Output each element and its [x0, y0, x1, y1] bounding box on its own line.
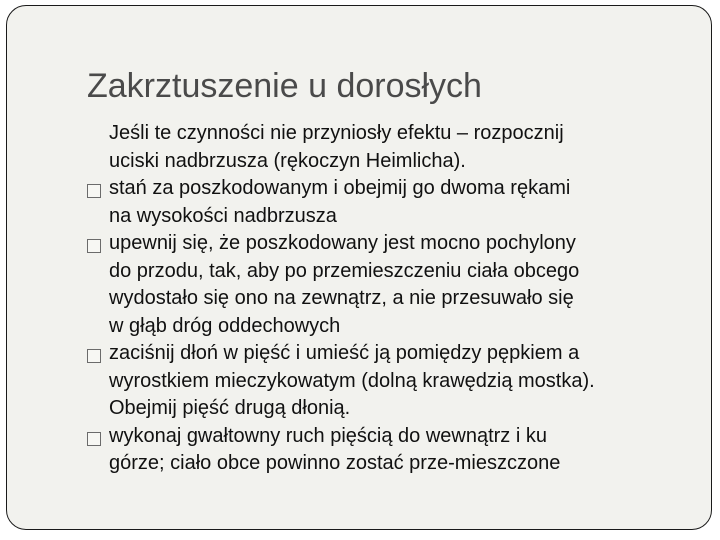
intro-line: Jeśli te czynności nie przyniosły efektu – rozpocznij	[109, 122, 564, 144]
bullet-line: Obejmij pięść drugą dłonią.	[109, 397, 351, 419]
bullet-line: wyrostkiem mieczykowatym (dolną krawędzią mostka).	[109, 369, 595, 392]
bullet-item-3	[87, 340, 707, 423]
slide-content-list	[87, 120, 707, 478]
intro-line: uciski nadbrzusza (rękoczyn Heimlicha).	[109, 149, 466, 172]
square-bullet-icon	[87, 239, 101, 253]
bullet-line: na wysokości nadbrzusza	[109, 204, 337, 227]
bullet-line: wykonaj gwałtowny ruch pięścią do wewnątrz i ku	[109, 424, 547, 447]
bullet-line: górze; ciało obce powinno zostać prze-mieszczone	[109, 452, 561, 474]
bullet-line: do przodu, tak, aby po przemieszczeniu ciała obcego	[109, 259, 580, 282]
bullet-item-4	[87, 423, 707, 478]
bullet-line: zaciśnij dłoń w pięść i umieść ją pomiędzy pępkiem a	[109, 342, 580, 364]
bullet-line: wydostało się ono na zewnątrz, a nie przesuwało się	[109, 287, 574, 309]
intro-paragraph	[87, 120, 707, 175]
square-bullet-icon	[87, 432, 101, 446]
bullet-item-2	[87, 230, 707, 340]
bullet-line: upewnij się, że poszkodowany jest mocno pochylony	[109, 232, 576, 254]
square-bullet-icon	[87, 349, 101, 363]
slide-frame	[6, 5, 712, 530]
bullet-line: stań za poszkodowanym i obejmij go dwoma rękami	[109, 177, 571, 199]
slide-title: Zakrztuszenie u dorosłych	[87, 67, 482, 105]
square-bullet-icon	[87, 184, 101, 198]
bullet-item-1	[87, 175, 707, 230]
bullet-line: w głąb dróg oddechowych	[109, 314, 341, 337]
